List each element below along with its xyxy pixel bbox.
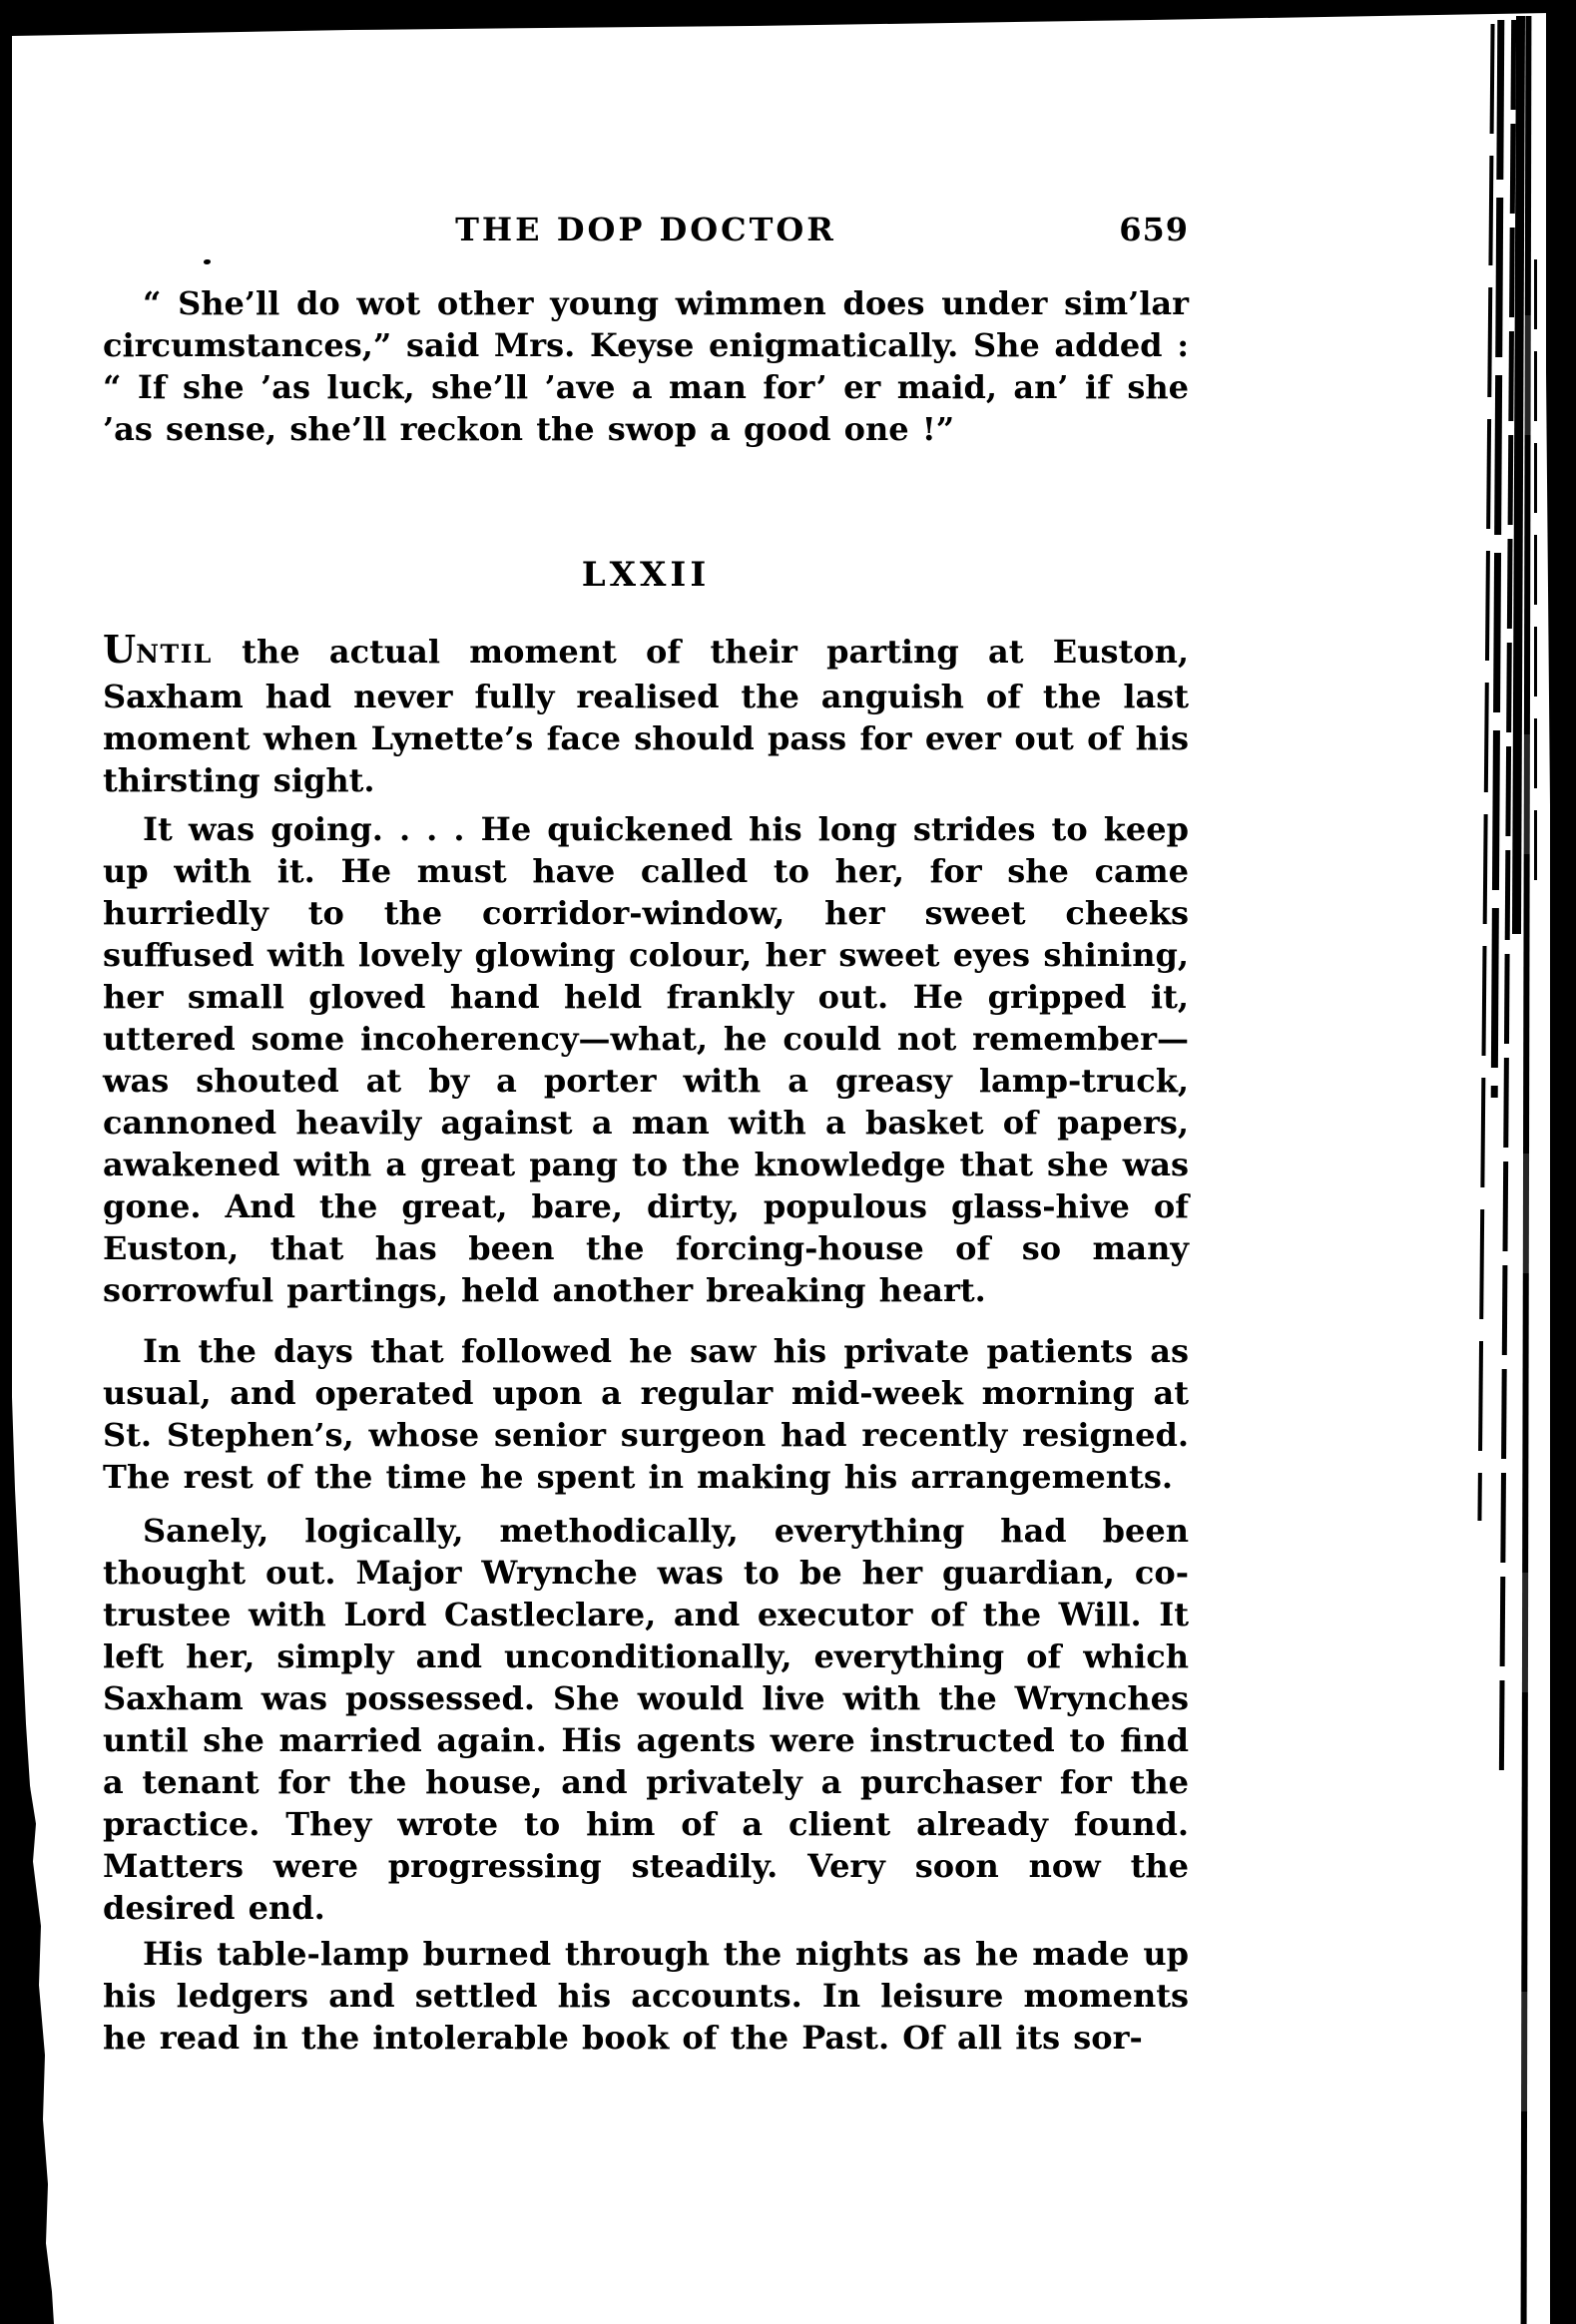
text-column	[103, 0, 1189, 2324]
lead-capital: U	[103, 627, 137, 672]
running-header-title: THE DOP DOCTOR	[455, 211, 836, 248]
paragraph-private-patients: In the days that followed he saw his private patients as usual, and operated upon a regular mid-week morning at St. Stephen’s, whose senior surgeon had recently resigned. The rest of the time he spent in making his arrangements.	[103, 1332, 1189, 1496]
page-edge-line	[1534, 259, 1537, 898]
paragraph-euston-parting: It was going. . . . He quickened his long strides to keep up with it. He must have called to her, for she came hurriedly to the corridor-window, her sweet cheeks suffused with lovely glowing colour, her sweet eyes shining, her small gloved hand held frankly out. He gripped it, uttered some incoherency—what, he could not remember—was shouted at by a porter with a greasy lamp-truck, cannoned heavily against a man with a basket of papers, awakened with a great pang to the knowledge that she was gone. And the great, bare, dirty, populous glass-hive of Euston, that has been the forcing-house of so many sorrowful partings, held another breaking heart.	[103, 810, 1189, 1309]
paragraph-dialogue: “ She’ll do wot other young wimmen does under sim’lar circumstances,” said Mrs. Keyse enigmatically. She added : “ If she ’as luck, she’ll ’ave a man for’ er maid, an’ if she ’as sense, she’ll reckon the swop a good one !”	[103, 284, 1189, 448]
chapter-heading: LXXII	[581, 555, 711, 595]
paragraph-table-lamp: His table-lamp burned through the nights as he made up his ledgers and settled his accounts. In leisure moments he read in the intolerable book of the Past. Of all its sor-	[103, 1935, 1189, 2057]
running-header	[103, 212, 1189, 247]
scan-right-edge-band	[1546, 0, 1576, 2324]
paragraph-chapter-opening	[103, 629, 1189, 801]
lead-small-caps: NTIL	[136, 640, 213, 669]
page-number: 659	[1119, 211, 1189, 248]
opening-paragraph-text: the actual moment of their parting at Euston, Saxham had never fully realised the anguish of the last moment when Lynette’s face should pass for ever out of his thirsting sight.	[103, 633, 1189, 799]
paragraph-arrangements: Sanely, logically, methodically, everything had been thought out. Major Wrynche was to be her guardian, co-trustee with Lord Castleclare, and executor of the Will. It left her, simply and unconditionally, everything of which Saxham was possessed. She would live with the Wrynches until she married again. His agents were instructed to find a tenant for the house, and privately a purchaser for the practice. They wrote to him of a client already found. Matters were progressing steadily. Very soon now the desired end.	[103, 1512, 1189, 1927]
